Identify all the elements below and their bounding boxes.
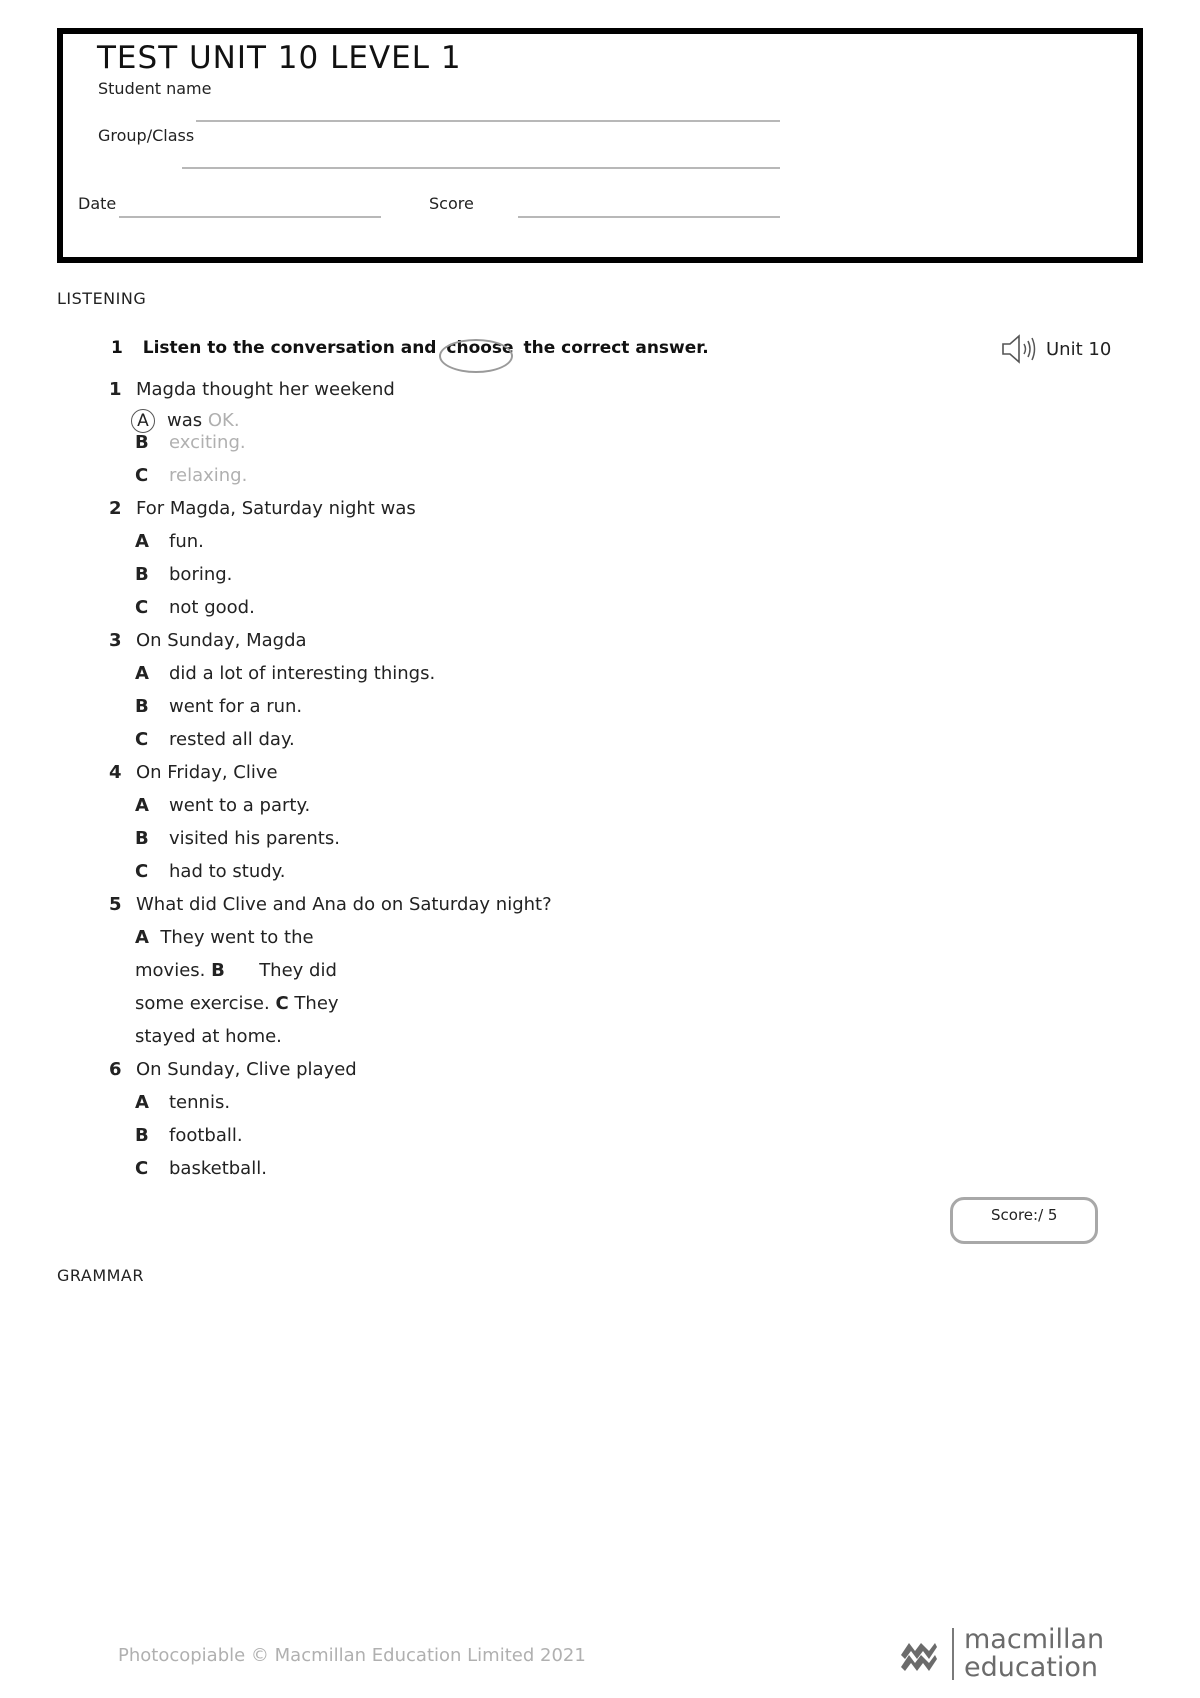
section-score-box[interactable]: Score:/ 5	[950, 1197, 1098, 1244]
question-6: 6 On Sunday, Clive played	[109, 1059, 357, 1080]
option-1a[interactable]: A was OK.	[133, 409, 240, 433]
option-2c[interactable]: C not good.	[135, 597, 255, 618]
option-6c[interactable]: C basketball.	[135, 1158, 267, 1179]
listening-heading: LISTENING	[57, 289, 147, 308]
exercise-number: 1	[111, 338, 123, 358]
macmillan-logo-icon	[900, 1637, 938, 1671]
option-6a[interactable]: A tennis.	[135, 1092, 231, 1113]
option-6b[interactable]: B football.	[135, 1125, 243, 1146]
date-line[interactable]	[119, 216, 381, 218]
question-5: 5 What did Clive and Ana do on Saturday night?	[109, 894, 552, 915]
option-3b[interactable]: B went for a run.	[135, 696, 303, 717]
option-3c[interactable]: C rested all day.	[135, 729, 295, 750]
question-4: 4 On Friday, Clive	[109, 762, 278, 783]
speaker-icon	[1000, 333, 1038, 365]
option-2b[interactable]: B boring.	[135, 564, 233, 585]
group-class-label: Group/Class	[98, 126, 195, 145]
question-3: 3 On Sunday, Magda	[109, 630, 307, 651]
student-name-label: Student name	[98, 79, 212, 98]
audio-unit-label: Unit 10	[1046, 338, 1112, 360]
option-4c[interactable]: C had to study.	[135, 861, 286, 882]
option-5-line-3[interactable]: some exercise. C They	[135, 993, 339, 1014]
selected-answer-circle: A	[131, 409, 155, 433]
question-2: 2 For Magda, Saturday night was	[109, 498, 416, 519]
option-3a[interactable]: A did a lot of interesting things.	[135, 663, 436, 684]
footer-copyright: Photocopiable © Macmillan Education Limited 2021	[118, 1645, 586, 1666]
option-1b[interactable]: B exciting.	[135, 432, 246, 453]
option-4b[interactable]: B visited his parents.	[135, 828, 340, 849]
option-2a[interactable]: A fun.	[135, 531, 204, 552]
brand-divider	[952, 1628, 954, 1680]
student-name-line[interactable]	[196, 120, 780, 122]
option-4a[interactable]: A went to a party.	[135, 795, 311, 816]
grammar-heading: GRAMMAR	[57, 1266, 144, 1285]
exercise-instruction	[111, 338, 709, 358]
option-5-line-1[interactable]: A They went to the	[135, 927, 314, 948]
score-line[interactable]	[518, 216, 780, 218]
test-title: TEST UNIT 10 LEVEL 1	[97, 40, 462, 76]
instruction-pre: Listen to the conversation and	[142, 338, 437, 358]
option-5-line-2[interactable]: movies. B They did	[135, 960, 337, 981]
brand-name: macmillan education	[964, 1624, 1105, 1683]
brand-logo	[900, 1626, 1104, 1682]
instruction-post: the correct answer.	[523, 338, 709, 358]
score-label: Score	[429, 194, 474, 213]
instruction-key-word: choose	[442, 338, 517, 358]
option-5-line-4[interactable]: stayed at home.	[135, 1026, 282, 1047]
choose-circle-mark	[439, 339, 513, 373]
date-label: Date	[78, 194, 117, 213]
group-class-line[interactable]	[182, 167, 780, 169]
question-1: 1 Magda thought her weekend	[109, 379, 395, 400]
audio-reference	[1000, 333, 1111, 365]
option-1c[interactable]: C relaxing.	[135, 465, 248, 486]
